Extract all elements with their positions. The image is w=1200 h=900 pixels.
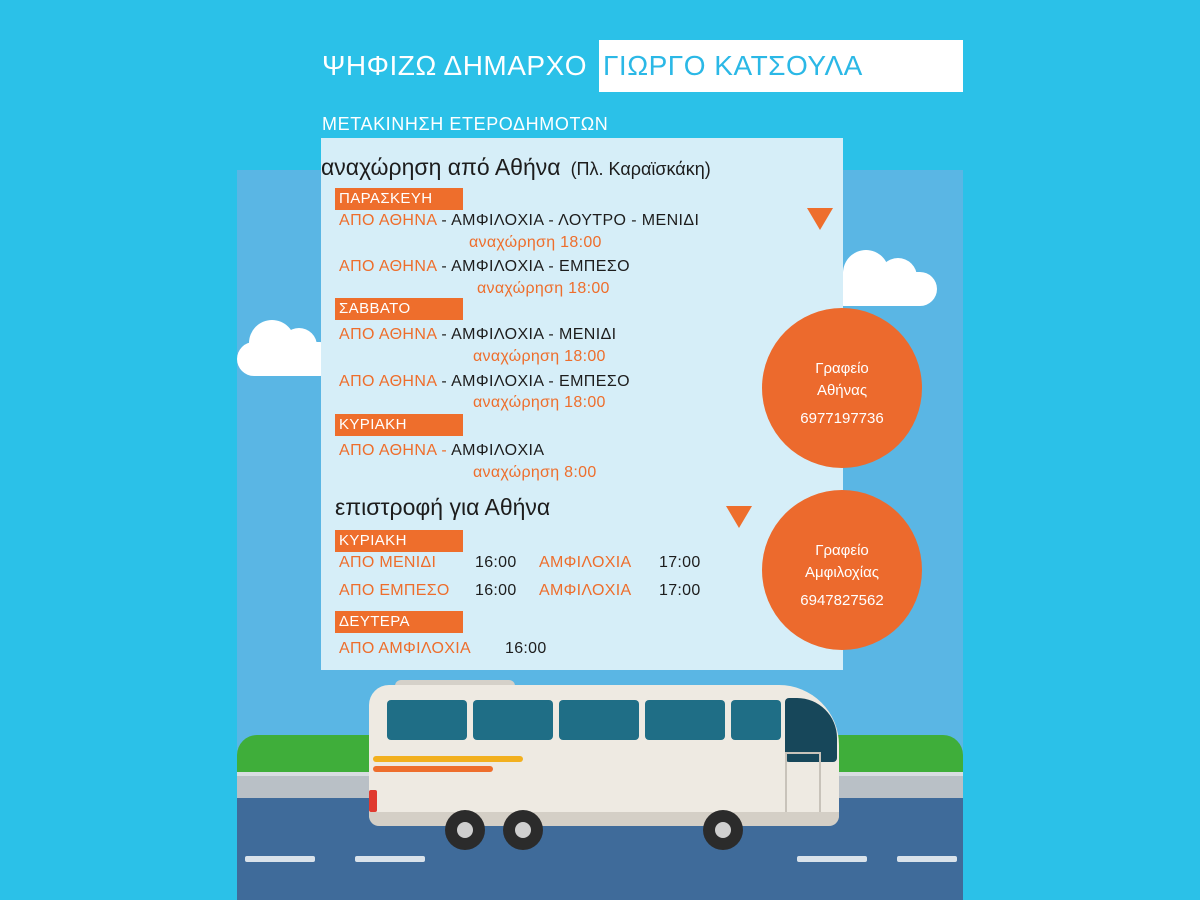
return-time: 16:00 xyxy=(475,582,517,599)
route-line: ΑΠΟ ΑΘΗΝΑ - ΑΜΦΙΛΟΧΙΑ - ΜΕΝΙΔΙ xyxy=(339,326,617,343)
return-title: επιστροφή για Αθήνα xyxy=(335,494,551,520)
return-time: 16:00 xyxy=(475,554,517,571)
bus-wheel xyxy=(503,810,543,850)
day-tag-sunday: ΚΥΡΙΑΚΗ xyxy=(335,414,463,436)
office-athens-label: Γραφείο xyxy=(815,360,869,377)
route-line: ΑΠΟ ΑΘΗΝΑ - ΑΜΦΙΛΟΧΙΑ - ΕΜΠΕΣΟ xyxy=(339,258,630,275)
departure-time: αναχώρηση 8:00 xyxy=(473,464,597,481)
office-athens-badge xyxy=(762,308,922,468)
route-line: ΑΠΟ ΑΘΗΝΑ - ΑΜΦΙΛΟΧΙΑ - ΛΟΥΤΡΟ - ΜΕΝΙΔΙ xyxy=(339,212,700,229)
return-arrival-time: 17:00 xyxy=(659,554,701,571)
down-triangle-icon xyxy=(726,506,752,528)
departure-time: αναχώρηση 18:00 xyxy=(473,348,606,365)
return-destination: ΑΜΦΙΛΟΧΙΑ xyxy=(539,554,632,571)
return-route-line: ΑΠΟ ΑΜΦΙΛΟΧΙΑ xyxy=(339,640,471,657)
return-route-line: ΑΠΟ ΕΜΠΕΣΟ xyxy=(339,582,450,599)
office-athens-phone: 6977197736 xyxy=(800,410,884,427)
route-line: ΑΠΟ ΑΘΗΝΑ - ΑΜΦΙΛΟΧΙΑ - ΕΜΠΕΣΟ xyxy=(339,373,630,390)
candidate-name: ΓΙΩΡΓΟ ΚΑΤΣΟΥΛΑ xyxy=(603,50,863,81)
route-line: ΑΠΟ ΑΘΗΝΑ - ΑΜΦΙΛΟΧΙΑ xyxy=(339,442,545,459)
down-triangle-icon xyxy=(807,208,833,230)
office-amfilochia-phone: 6947827562 xyxy=(800,592,884,609)
day-tag-monday: ΔΕΥΤΕΡΑ xyxy=(335,611,463,633)
cloud-illustration xyxy=(827,272,937,306)
return-route-line: ΑΠΟ ΜΕΝΙΔΙ xyxy=(339,554,437,571)
day-tag-sunday-return: ΚΥΡΙΑΚΗ xyxy=(335,530,463,552)
office-amfilochia-label: Γραφείο xyxy=(815,542,869,559)
office-amfilochia-badge xyxy=(762,490,922,650)
departure-location-note: (Πλ. Καραϊσκάκη) xyxy=(570,159,711,179)
departure-title: αναχώρηση από Αθήνα (Πλ. Καραϊσκάκη) xyxy=(321,154,711,180)
bus-wheel xyxy=(703,810,743,850)
office-athens-city: Αθήνας xyxy=(816,382,868,399)
departure-time: αναχώρηση 18:00 xyxy=(469,234,602,251)
return-time: 16:00 xyxy=(505,640,547,657)
vote-heading: ΨΗΦΙΖΩ ΔΗΜΑΡΧΟ xyxy=(322,50,588,81)
poster xyxy=(237,0,963,900)
return-destination: ΑΜΦΙΛΟΧΙΑ xyxy=(539,582,632,599)
return-arrival-time: 17:00 xyxy=(659,582,701,599)
subtitle: ΜΕΤΑΚΙΝΗΣΗ ΕΤΕΡΟΔΗΜΟΤΩΝ xyxy=(322,114,609,134)
departure-time: αναχώρηση 18:00 xyxy=(473,394,606,411)
departure-time: αναχώρηση 18:00 xyxy=(477,280,610,297)
bus-wheel xyxy=(445,810,485,850)
office-amfilochia-city: Αμφιλοχίας xyxy=(804,564,880,581)
day-tag-friday: ΠΑΡΑΣΚΕΥΗ xyxy=(335,188,463,210)
day-tag-saturday: ΣΑΒΒΑΤΟ xyxy=(335,298,463,320)
